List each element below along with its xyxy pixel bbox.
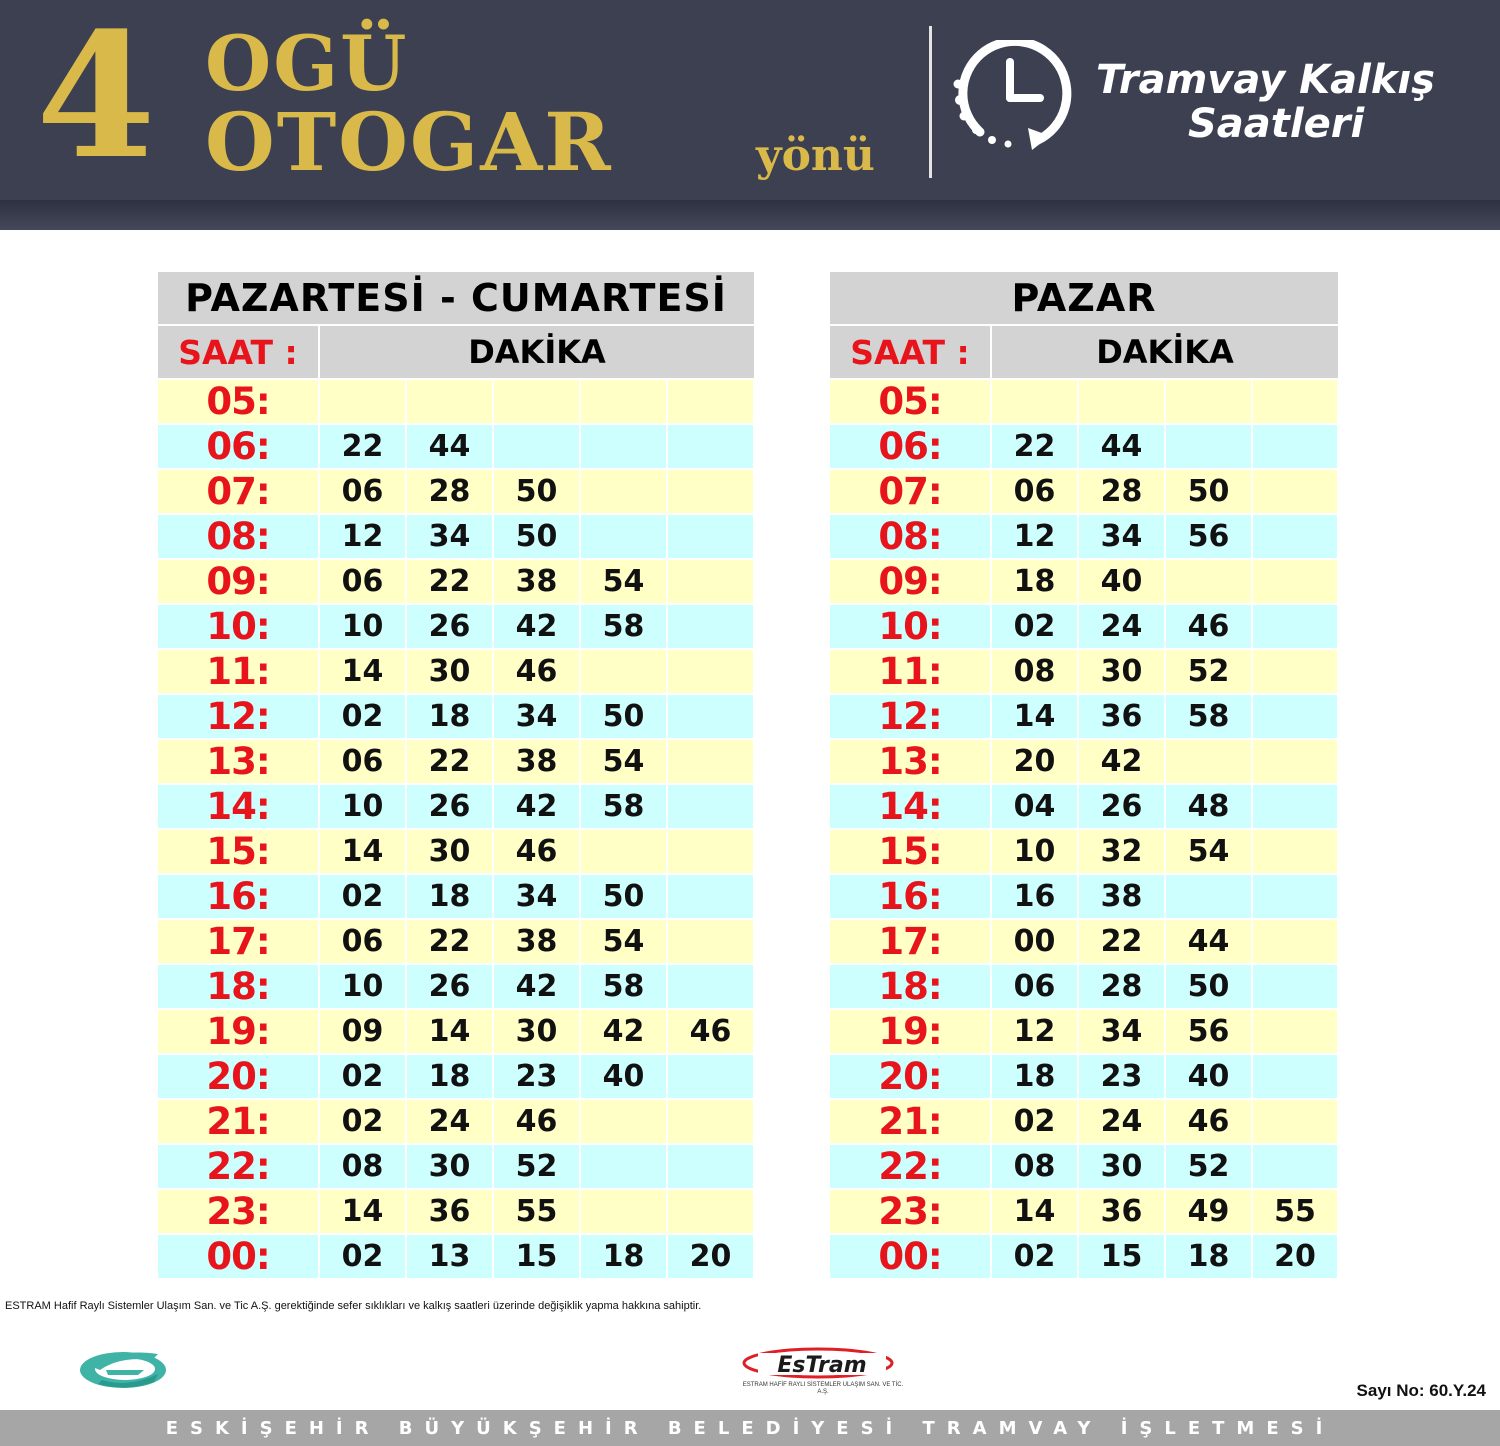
minute-cell: 12 <box>992 515 1077 558</box>
minute-cell <box>1253 1100 1337 1143</box>
minute-cell: 14 <box>992 1190 1077 1233</box>
minute-cell: 24 <box>1079 605 1164 648</box>
minute-cell: 20 <box>992 740 1077 783</box>
minute-cell: 18 <box>407 1055 492 1098</box>
minute-cell <box>581 515 666 558</box>
hour-cell: 00: <box>158 1235 318 1278</box>
minute-cell: 13 <box>407 1235 492 1278</box>
minute-cell: 06 <box>320 920 405 963</box>
stop-name-bottom: OTOGAR <box>205 95 613 189</box>
minute-cell: 15 <box>494 1235 579 1278</box>
table-row <box>830 740 1338 783</box>
minute-cell: 22 <box>407 560 492 603</box>
minute-cell <box>1166 425 1251 468</box>
minute-cell <box>668 695 753 738</box>
minute-cell: 54 <box>581 560 666 603</box>
hour-cell: 05: <box>158 380 318 423</box>
minute-cell: 16 <box>992 875 1077 918</box>
minute-cell <box>992 380 1077 423</box>
table-row <box>158 1190 754 1233</box>
minute-cell: 02 <box>320 1235 405 1278</box>
minute-cell: 40 <box>1079 560 1164 603</box>
hour-cell: 15: <box>158 830 318 873</box>
hour-cell: 09: <box>830 560 990 603</box>
weekday-timetable <box>158 272 754 1278</box>
hour-cell: 10: <box>158 605 318 648</box>
minute-cell <box>668 470 753 513</box>
hour-cell: 00: <box>830 1235 990 1278</box>
minute-cell: 50 <box>1166 470 1251 513</box>
minute-column-header: DAKİKA <box>992 326 1338 378</box>
timetable-title: PAZARTESİ - CUMARTESİ <box>158 272 754 324</box>
hour-cell: 21: <box>158 1100 318 1143</box>
minute-cell <box>1253 515 1337 558</box>
minute-cell: 48 <box>1166 785 1251 828</box>
minute-cell: 26 <box>1079 785 1164 828</box>
table-row <box>158 920 754 963</box>
table-row <box>830 380 1338 423</box>
minute-cell: 06 <box>320 560 405 603</box>
minute-cell <box>1166 875 1251 918</box>
minute-cell: 50 <box>1166 965 1251 1008</box>
minute-cell: 52 <box>494 1145 579 1188</box>
minute-cell: 22 <box>407 740 492 783</box>
minute-cell <box>581 380 666 423</box>
hour-cell: 11: <box>158 650 318 693</box>
table-row <box>830 785 1338 828</box>
hour-cell: 17: <box>158 920 318 963</box>
minute-cell: 58 <box>581 785 666 828</box>
table-row <box>158 785 754 828</box>
hour-cell: 19: <box>830 1010 990 1053</box>
minute-cell <box>1079 380 1164 423</box>
table-row <box>158 470 754 513</box>
minute-cell <box>668 515 753 558</box>
minute-cell <box>581 650 666 693</box>
minute-cell: 18 <box>581 1235 666 1278</box>
hour-cell: 20: <box>830 1055 990 1098</box>
hour-cell: 07: <box>158 470 318 513</box>
table-row <box>158 560 754 603</box>
hour-cell: 13: <box>158 740 318 783</box>
minute-cell <box>1166 560 1251 603</box>
minute-cell: 06 <box>992 470 1077 513</box>
minute-cell: 50 <box>494 515 579 558</box>
minute-cell: 36 <box>407 1190 492 1233</box>
minute-column-header: DAKİKA <box>320 326 754 378</box>
minute-cell: 55 <box>1253 1190 1337 1233</box>
hour-cell: 11: <box>830 650 990 693</box>
eskisehir-municipality-logo <box>78 1344 168 1392</box>
minute-cell: 54 <box>581 740 666 783</box>
hour-column-header: SAAT : <box>830 326 990 378</box>
hour-cell: 15: <box>830 830 990 873</box>
table-row <box>158 1100 754 1143</box>
minute-cell <box>1253 560 1337 603</box>
minute-cell <box>1253 920 1337 963</box>
minute-cell <box>320 380 405 423</box>
minute-cell <box>1166 740 1251 783</box>
table-row <box>830 515 1338 558</box>
minute-cell: 30 <box>407 1145 492 1188</box>
table-row <box>830 695 1338 738</box>
minute-cell: 10 <box>320 965 405 1008</box>
bottom-banner: ESKİŞEHİR BÜYÜKŞEHİR BELEDİYESİ TRAMVAY İŞLETMESİ <box>0 1410 1500 1446</box>
minute-cell: 50 <box>581 695 666 738</box>
minute-cell <box>668 1190 753 1233</box>
minute-cell: 10 <box>320 605 405 648</box>
minute-cell: 02 <box>320 875 405 918</box>
table-row <box>158 515 754 558</box>
minute-cell: 46 <box>668 1010 753 1053</box>
hour-cell: 07: <box>830 470 990 513</box>
estram-logo-text: EsTram <box>777 1353 867 1378</box>
title-line-1: Tramvay Kalkış <box>1096 57 1435 103</box>
minute-cell: 04 <box>992 785 1077 828</box>
table-row <box>158 1010 754 1053</box>
minute-cell <box>668 830 753 873</box>
minute-cell: 55 <box>494 1190 579 1233</box>
minute-cell <box>407 380 492 423</box>
minute-cell: 02 <box>992 1100 1077 1143</box>
minute-cell <box>1253 1055 1337 1098</box>
minute-cell <box>581 470 666 513</box>
minute-cell <box>668 650 753 693</box>
header-divider <box>929 26 932 178</box>
clock-history-icon <box>950 40 1082 152</box>
minute-cell <box>668 425 753 468</box>
minute-cell: 00 <box>992 920 1077 963</box>
table-row <box>830 1010 1338 1053</box>
table-row <box>830 875 1338 918</box>
hour-cell: 05: <box>830 380 990 423</box>
minute-cell: 52 <box>1166 650 1251 693</box>
minute-cell: 28 <box>1079 470 1164 513</box>
issue-number: Sayı No: 60.Y.24 <box>1356 1381 1486 1400</box>
hour-cell: 18: <box>830 965 990 1008</box>
minute-cell: 26 <box>407 965 492 1008</box>
hour-cell: 22: <box>158 1145 318 1188</box>
table-row <box>830 965 1338 1008</box>
hour-cell: 21: <box>830 1100 990 1143</box>
minute-cell: 14 <box>320 830 405 873</box>
minute-cell: 30 <box>1079 650 1164 693</box>
minute-cell: 54 <box>1166 830 1251 873</box>
table-row <box>158 830 754 873</box>
minute-cell <box>668 1055 753 1098</box>
timetable-header-row <box>158 326 754 378</box>
minute-cell <box>494 380 579 423</box>
minute-cell: 36 <box>1079 1190 1164 1233</box>
minute-cell: 40 <box>581 1055 666 1098</box>
hour-cell: 09: <box>158 560 318 603</box>
minute-cell: 42 <box>494 785 579 828</box>
table-row <box>830 470 1338 513</box>
minute-cell <box>581 425 666 468</box>
minute-cell: 28 <box>1079 965 1164 1008</box>
hour-column-header: SAAT : <box>158 326 318 378</box>
table-row <box>830 1235 1338 1278</box>
minute-cell: 38 <box>1079 875 1164 918</box>
minute-cell: 42 <box>494 605 579 648</box>
minute-cell <box>668 740 753 783</box>
table-row <box>158 1055 754 1098</box>
minute-cell: 46 <box>1166 1100 1251 1143</box>
table-row <box>830 1190 1338 1233</box>
minute-cell: 46 <box>494 650 579 693</box>
minute-cell: 08 <box>992 1145 1077 1188</box>
minute-cell: 12 <box>320 515 405 558</box>
minute-cell <box>1253 1145 1337 1188</box>
hour-cell: 14: <box>158 785 318 828</box>
minute-cell: 42 <box>494 965 579 1008</box>
minute-cell: 02 <box>320 1055 405 1098</box>
minute-cell: 18 <box>1166 1235 1251 1278</box>
hour-cell: 06: <box>158 425 318 468</box>
minute-cell: 20 <box>1253 1235 1337 1278</box>
minute-cell <box>668 875 753 918</box>
hour-cell: 12: <box>158 695 318 738</box>
minute-cell: 10 <box>320 785 405 828</box>
table-row <box>158 605 754 648</box>
timetable-rows <box>158 380 754 1278</box>
minute-cell <box>668 380 753 423</box>
estram-logo-subtitle: ESTRAM HAFİF RAYLI SİSTEMLER ULAŞIM SAN. VE TİC. A.Ş. <box>742 1382 904 1395</box>
hour-cell: 20: <box>158 1055 318 1098</box>
minute-cell: 44 <box>1079 425 1164 468</box>
minute-cell: 58 <box>1166 695 1251 738</box>
minute-cell <box>1253 740 1337 783</box>
minute-cell <box>494 425 579 468</box>
table-row <box>830 650 1338 693</box>
hour-cell: 23: <box>158 1190 318 1233</box>
table-row <box>830 425 1338 468</box>
timetable-title: PAZAR <box>830 272 1338 324</box>
minute-cell: 08 <box>320 1145 405 1188</box>
minute-cell: 06 <box>992 965 1077 1008</box>
hour-cell: 22: <box>830 1145 990 1188</box>
minute-cell: 08 <box>992 650 1077 693</box>
minute-cell: 34 <box>1079 515 1164 558</box>
minute-cell: 50 <box>581 875 666 918</box>
minute-cell <box>668 605 753 648</box>
minute-cell <box>668 1145 753 1188</box>
minute-cell: 44 <box>407 425 492 468</box>
minute-cell: 02 <box>992 605 1077 648</box>
hour-cell: 08: <box>158 515 318 558</box>
minute-cell <box>581 1190 666 1233</box>
minute-cell: 34 <box>407 515 492 558</box>
minute-cell: 24 <box>407 1100 492 1143</box>
stop-name-top: OGÜ <box>205 19 409 108</box>
minute-cell: 36 <box>1079 695 1164 738</box>
minute-cell <box>1253 1010 1337 1053</box>
minute-cell: 32 <box>1079 830 1164 873</box>
table-row <box>158 965 754 1008</box>
table-row <box>830 830 1338 873</box>
minute-cell: 50 <box>494 470 579 513</box>
minute-cell: 02 <box>992 1235 1077 1278</box>
minute-cell: 30 <box>1079 1145 1164 1188</box>
minute-cell: 58 <box>581 605 666 648</box>
minute-cell: 18 <box>407 875 492 918</box>
minute-cell: 40 <box>1166 1055 1251 1098</box>
minute-cell: 38 <box>494 920 579 963</box>
table-row <box>830 560 1338 603</box>
minute-cell: 18 <box>992 560 1077 603</box>
table-row <box>158 740 754 783</box>
minute-cell <box>668 965 753 1008</box>
minute-cell: 34 <box>1079 1010 1164 1053</box>
disclaimer-text: ESTRAM Hafif Raylı Sistemler Ulaşım San. ve Tic A.Ş. gerektiğinde sefer sıklıkları ve kalkış saatleri üzerinde değişiklik yapma hakkına sahiptir. <box>5 1300 702 1312</box>
minute-cell: 42 <box>1079 740 1164 783</box>
minute-cell: 20 <box>668 1235 753 1278</box>
table-row <box>830 920 1338 963</box>
minute-cell: 28 <box>407 470 492 513</box>
table-row <box>830 1145 1338 1188</box>
minute-cell: 26 <box>407 605 492 648</box>
minute-cell <box>1166 380 1251 423</box>
minute-cell: 02 <box>320 1100 405 1143</box>
hour-cell: 08: <box>830 515 990 558</box>
minute-cell: 22 <box>407 920 492 963</box>
minute-cell: 54 <box>581 920 666 963</box>
minute-cell: 56 <box>1166 1010 1251 1053</box>
minute-cell <box>1253 380 1337 423</box>
table-row <box>158 650 754 693</box>
minute-cell: 26 <box>407 785 492 828</box>
table-row <box>830 1055 1338 1098</box>
minute-cell: 15 <box>1079 1235 1164 1278</box>
hour-cell: 16: <box>830 875 990 918</box>
minute-cell <box>668 1100 753 1143</box>
minute-cell: 30 <box>407 650 492 693</box>
hour-cell: 23: <box>830 1190 990 1233</box>
hour-cell: 18: <box>158 965 318 1008</box>
minute-cell <box>581 1100 666 1143</box>
table-row <box>830 605 1338 648</box>
minute-cell: 12 <box>992 1010 1077 1053</box>
minute-cell: 34 <box>494 875 579 918</box>
minute-cell: 56 <box>1166 515 1251 558</box>
table-row <box>830 1100 1338 1143</box>
minute-cell: 18 <box>407 695 492 738</box>
table-row <box>158 695 754 738</box>
minute-cell <box>1253 830 1337 873</box>
minute-cell: 10 <box>992 830 1077 873</box>
minute-cell <box>1253 650 1337 693</box>
hour-cell: 13: <box>830 740 990 783</box>
hour-cell: 17: <box>830 920 990 963</box>
timetable-header-row <box>830 326 1338 378</box>
title-line-2: Saatleri <box>1188 101 1365 147</box>
minute-cell: 23 <box>494 1055 579 1098</box>
minute-cell: 58 <box>581 965 666 1008</box>
minute-cell <box>1253 785 1337 828</box>
minute-cell: 14 <box>320 1190 405 1233</box>
minute-cell: 18 <box>992 1055 1077 1098</box>
minute-cell: 22 <box>1079 920 1164 963</box>
minute-cell: 06 <box>320 740 405 783</box>
minute-cell: 02 <box>320 695 405 738</box>
hour-cell: 12: <box>830 695 990 738</box>
table-row <box>158 425 754 468</box>
hour-cell: 14: <box>830 785 990 828</box>
minute-cell <box>581 830 666 873</box>
minute-cell <box>668 560 753 603</box>
direction-label: yönü <box>756 130 875 181</box>
hour-cell: 06: <box>830 425 990 468</box>
minute-cell <box>1253 965 1337 1008</box>
hour-cell: 16: <box>158 875 318 918</box>
minute-cell <box>1253 605 1337 648</box>
minute-cell: 30 <box>494 1010 579 1053</box>
minute-cell: 22 <box>320 425 405 468</box>
minute-cell <box>668 920 753 963</box>
header-shadow <box>0 200 1500 230</box>
minute-cell: 52 <box>1166 1145 1251 1188</box>
sunday-timetable <box>830 272 1338 1278</box>
minute-cell: 14 <box>992 695 1077 738</box>
minute-cell: 42 <box>581 1010 666 1053</box>
minute-cell: 23 <box>1079 1055 1164 1098</box>
timetable-rows <box>830 380 1338 1278</box>
minute-cell: 09 <box>320 1010 405 1053</box>
table-row <box>158 875 754 918</box>
minute-cell: 24 <box>1079 1100 1164 1143</box>
table-row <box>158 1235 754 1278</box>
minute-cell <box>1253 470 1337 513</box>
table-row <box>158 1145 754 1188</box>
hour-cell: 10: <box>830 605 990 648</box>
line-number: 4 <box>36 0 156 197</box>
minute-cell: 46 <box>1166 605 1251 648</box>
minute-cell: 38 <box>494 740 579 783</box>
minute-cell: 49 <box>1166 1190 1251 1233</box>
minute-cell: 14 <box>407 1010 492 1053</box>
minute-cell: 38 <box>494 560 579 603</box>
table-row <box>158 380 754 423</box>
minute-cell: 44 <box>1166 920 1251 963</box>
hour-cell: 19: <box>158 1010 318 1053</box>
minute-cell: 14 <box>320 650 405 693</box>
minute-cell: 30 <box>407 830 492 873</box>
minute-cell <box>668 785 753 828</box>
minute-cell: 06 <box>320 470 405 513</box>
minute-cell: 46 <box>494 1100 579 1143</box>
minute-cell <box>1253 875 1337 918</box>
minute-cell: 34 <box>494 695 579 738</box>
minute-cell <box>581 1145 666 1188</box>
minute-cell: 46 <box>494 830 579 873</box>
minute-cell <box>1253 425 1337 468</box>
minute-cell <box>1253 695 1337 738</box>
minute-cell: 22 <box>992 425 1077 468</box>
